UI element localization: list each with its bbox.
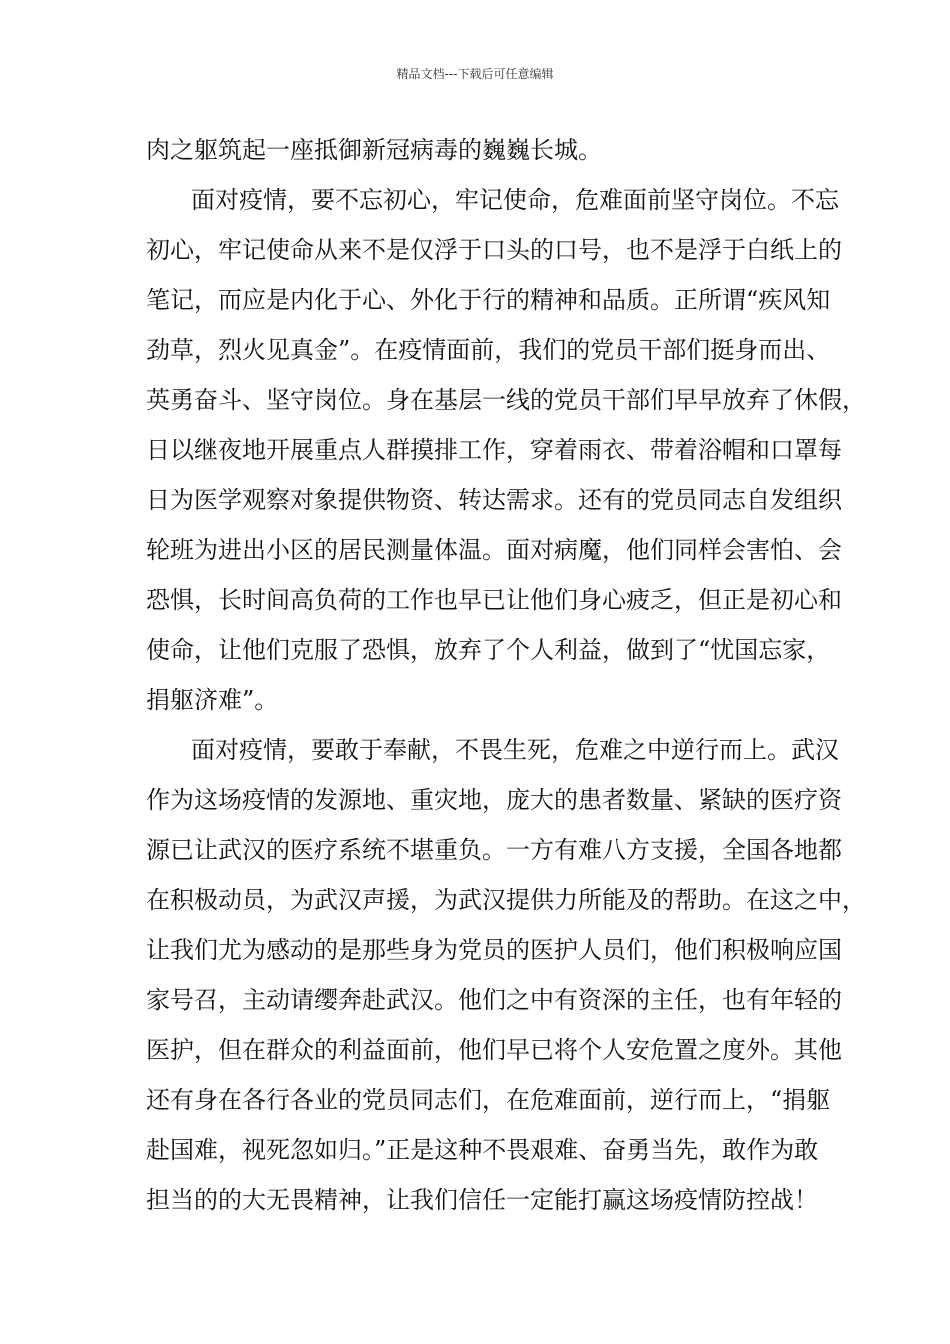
text-line: 面对疫情，要敢于奉献，不畏生死，危难之中逆行而上。武汉 bbox=[191, 736, 839, 764]
text-line: 肉之躯筑起一座抵御新冠病毒的巍巍长城。 bbox=[146, 136, 602, 164]
text-line: 捐躯济难”。 bbox=[146, 686, 279, 714]
text-line: 面对疫情，要不忘初心，牢记使命，危难面前坚守岗位。不忘 bbox=[191, 186, 839, 214]
text-line: 源已让武汉的医疗系统不堪重负。一方有难八方支援，全国各地都 bbox=[146, 836, 842, 864]
text-line: 初心，牢记使命从来不是仅浮于口头的口号，也不是浮于白纸上的 bbox=[146, 236, 842, 264]
text-line: 劲草，烈火见真金”。在疫情面前，我们的党员干部们挺身而出、 bbox=[146, 336, 831, 364]
text-line: 担当的的大无畏精神，让我们信任一定能打赢这场疫情防控战！ bbox=[146, 1186, 818, 1214]
text-line: 轮班为进出小区的居民测量体温。面对病魔，他们同样会害怕、会 bbox=[146, 536, 842, 564]
text-line: 英勇奋斗、坚守岗位。身在基层一线的党员干部们早早放弃了休假， bbox=[146, 386, 866, 414]
text-line: 恐惧，长时间高负荷的工作也早已让他们身心疲乏，但正是初心和 bbox=[146, 586, 842, 614]
page-header: 精品文档---下载后可任意编辑 bbox=[396, 67, 554, 81]
text-line: 家号召，主动请缨奔赴武汉。他们之中有资深的主任，也有年轻的 bbox=[146, 986, 842, 1014]
document-body bbox=[146, 132, 866, 1232]
text-line: 在积极动员，为武汉声援，为武汉提供力所能及的帮助。在这之中， bbox=[146, 886, 866, 914]
text-line: 作为这场疫情的发源地、重灾地，庞大的患者数量、紧缺的医疗资 bbox=[146, 786, 842, 814]
text-line: 赴国难，视死忽如归。”正是这种不畏艰难、奋勇当先，敢作为敢 bbox=[146, 1136, 819, 1164]
text-line: 使命，让他们克服了恐惧，放弃了个人利益，做到了“忧国忘家， bbox=[146, 636, 831, 664]
text-line: 日为医学观察对象提供物资、转达需求。还有的党员同志自发组织 bbox=[146, 486, 842, 514]
text-line: 医护，但在群众的利益面前，他们早已将个人安危置之度外。其他 bbox=[146, 1036, 842, 1064]
text-line: 笔记，而应是内化于心、外化于行的精神和品质。正所谓“疾风知 bbox=[146, 286, 831, 314]
text-line: 让我们尤为感动的是那些身为党员的医护人员们，他们积极响应国 bbox=[146, 936, 842, 964]
text-line: 日以继夜地开展重点人群摸排工作，穿着雨衣、带着浴帽和口罩每 bbox=[146, 436, 842, 464]
text-line: 还有身在各行各业的党员同志们，在危难面前，逆行而上，“捐躯 bbox=[146, 1086, 831, 1114]
